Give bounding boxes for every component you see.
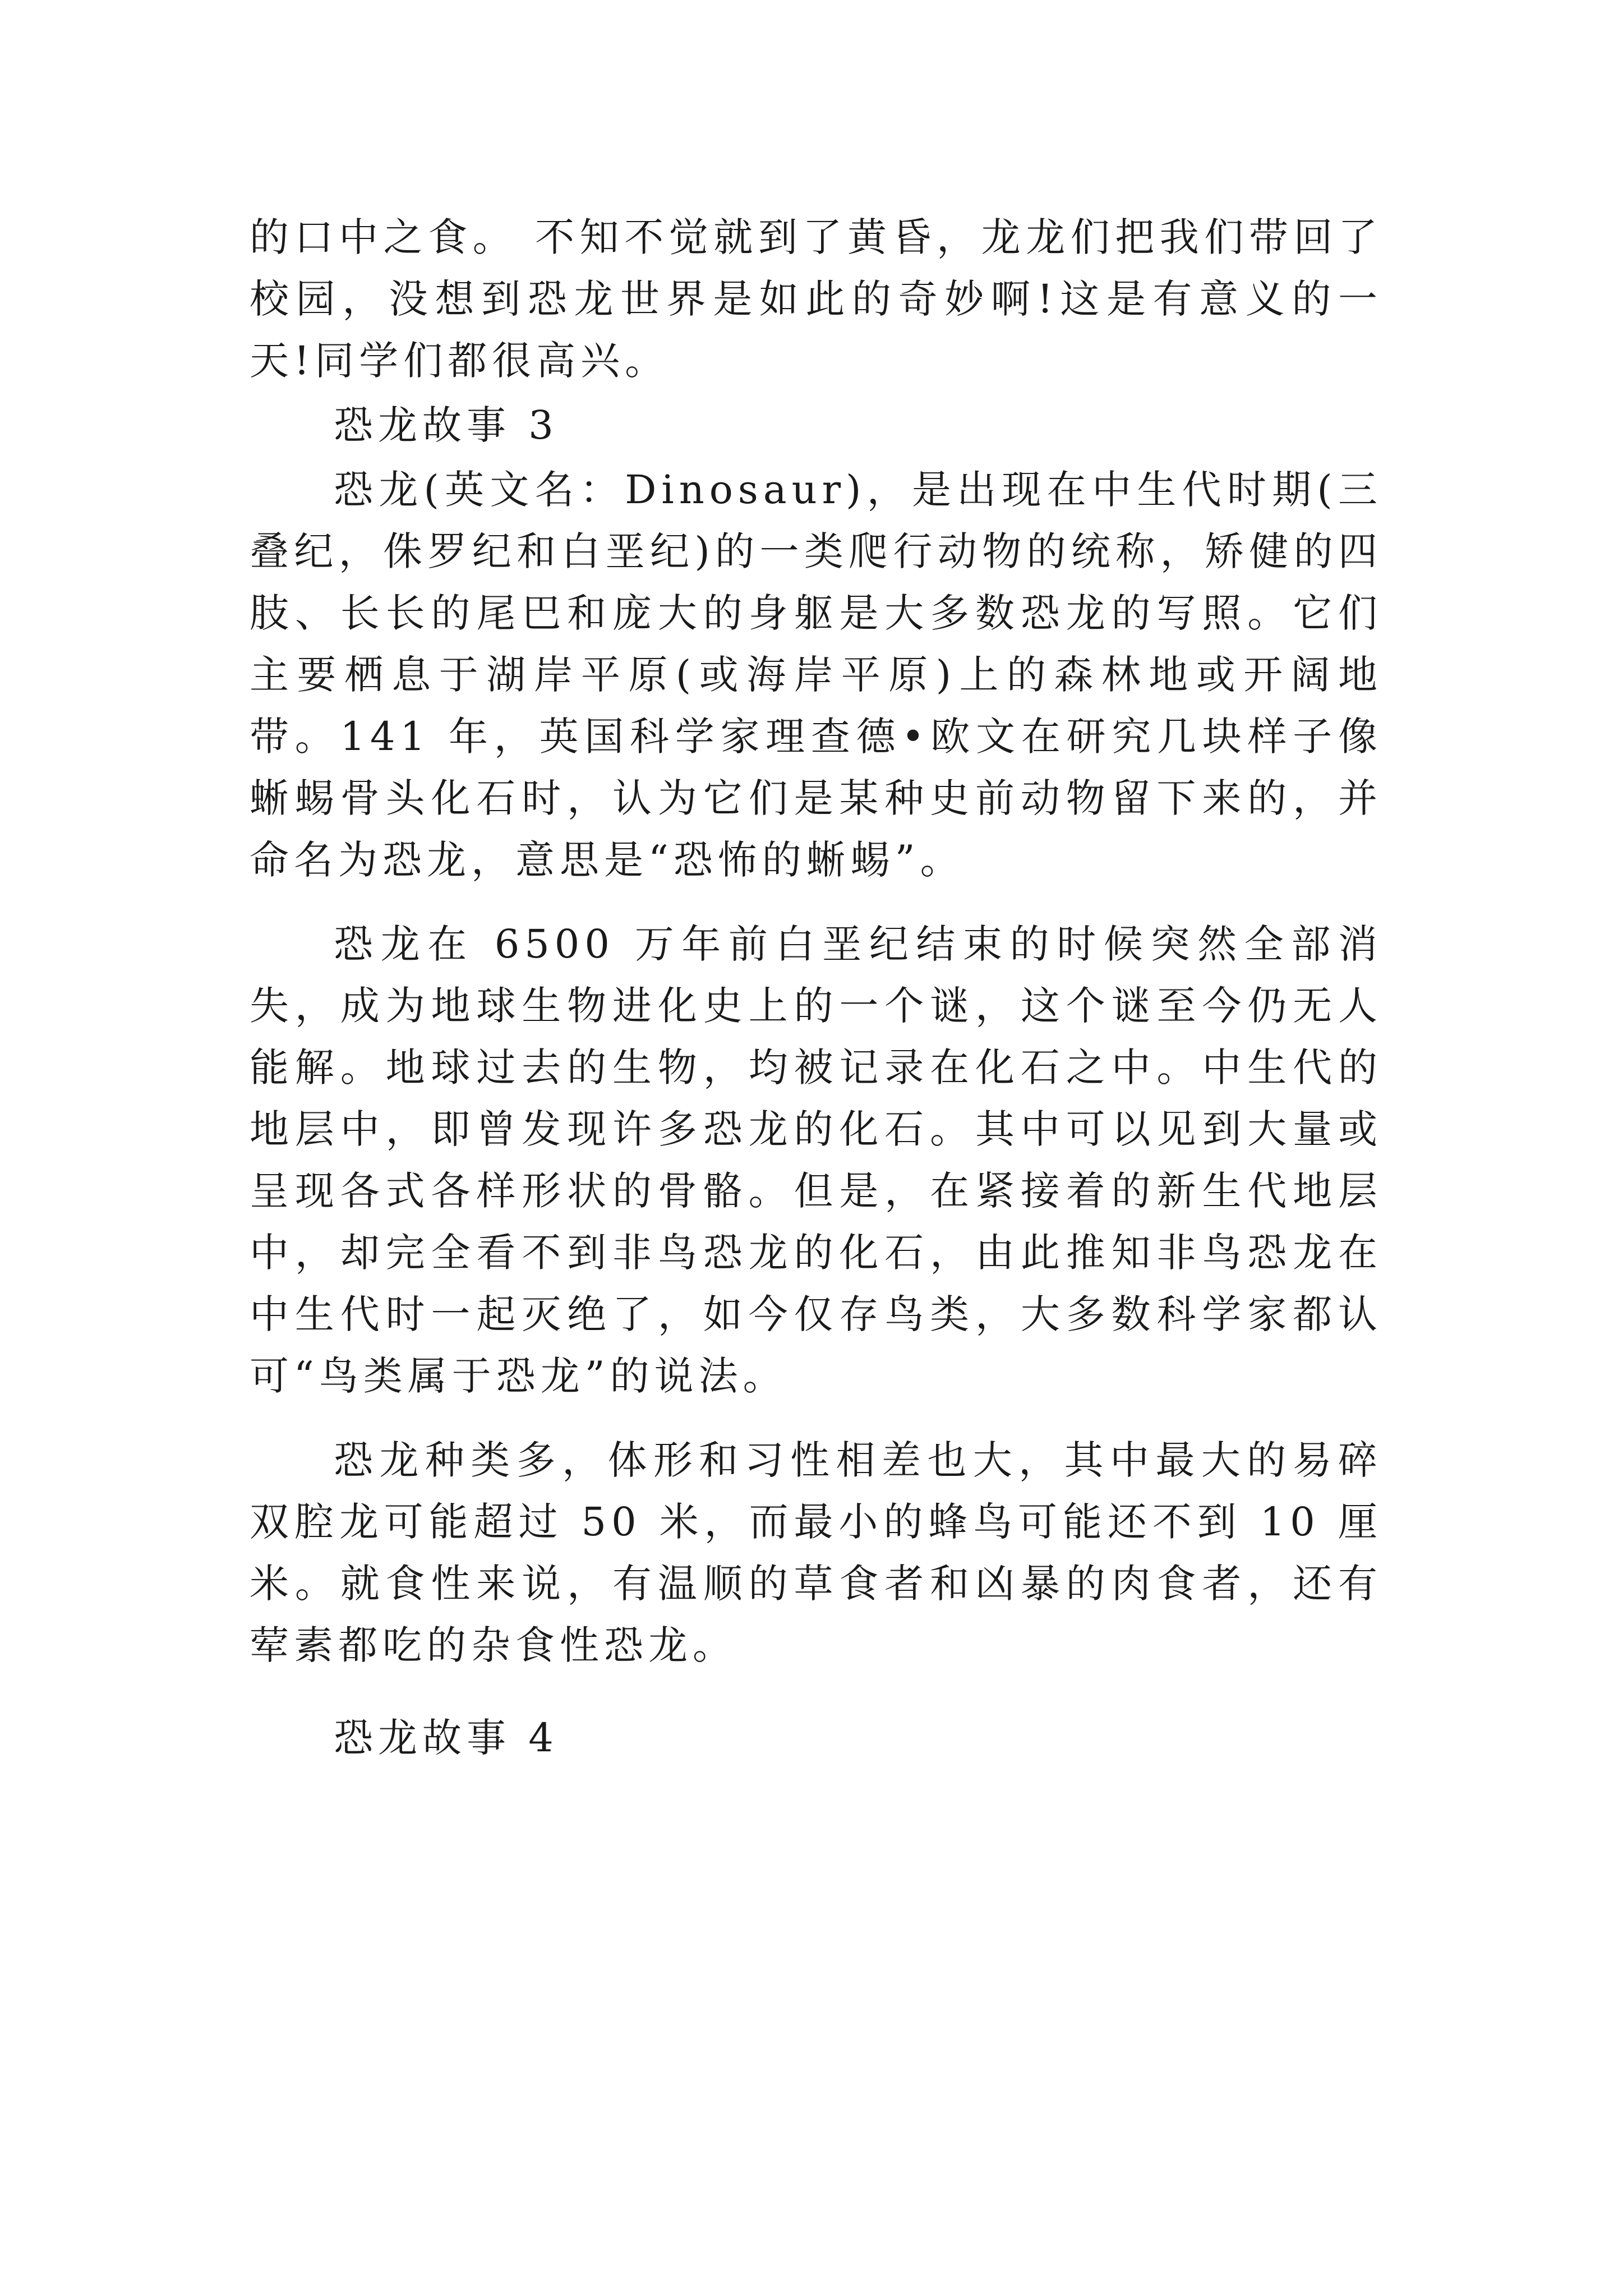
paragraph-dinosaur-definition: 恐龙(英文名：Dinosaur)，是出现在中生代时期(三叠纪，侏罗纪和白垩纪)的一类爬行动物的统称，矫健的四肢、长长的尾巴和庞大的身躯是大多数恐龙的写照。它们主要栖息于湖岸平原(或海岸平原)上的森林地或开阔地带。141 年，英国科学家理查德•欧文在研究几块样子像蜥蜴骨头化石时，认为它们是某种史前动物留下来的，并命名为恐龙，意思是“恐怖的蜥蜴”。	[250, 467, 1382, 883]
document-body	[250, 206, 1382, 1769]
paragraph-dinosaur-extinction: 恐龙在 6500 万年前白垩纪结束的时候突然全部消失，成为地球生物进化史上的一个谜，这个谜至今仍无人能解。地球过去的生物，均被记录在化石之中。中生代的地层中，即曾发现许多恐龙的化石。其中可以见到大量或呈现各式各样形状的骨骼。但是，在紧接着的新生代地层中，却完全看不到非鸟恐龙的化石，由此推知非鸟恐龙在中生代时一起灭绝了，如今仅存鸟类，大多数科学家都认可“鸟类属于恐龙”的说法。	[250, 921, 1382, 1399]
paragraph-dinosaur-variety: 恐龙种类多，体形和习性相差也大，其中最大的易碎双腔龙可能超过 50 米，而最小的蜂鸟可能还不到 10 厘米。就食性来说，有温顺的草食者和凶暴的肉食者，还有荤素都吃的杂食性恐龙。	[250, 1437, 1382, 1668]
paragraph-story-ending: 的口中之食。 不知不觉就到了黄昏，龙龙们把我们带回了校园，没想到恐龙世界是如此的奇妙啊!这是有意义的一天!同学们都很高兴。	[250, 214, 1382, 384]
heading-dinosaur-story-4: 恐龙故事 4	[334, 1715, 559, 1761]
heading-dinosaur-story-3: 恐龙故事 3	[334, 402, 559, 448]
